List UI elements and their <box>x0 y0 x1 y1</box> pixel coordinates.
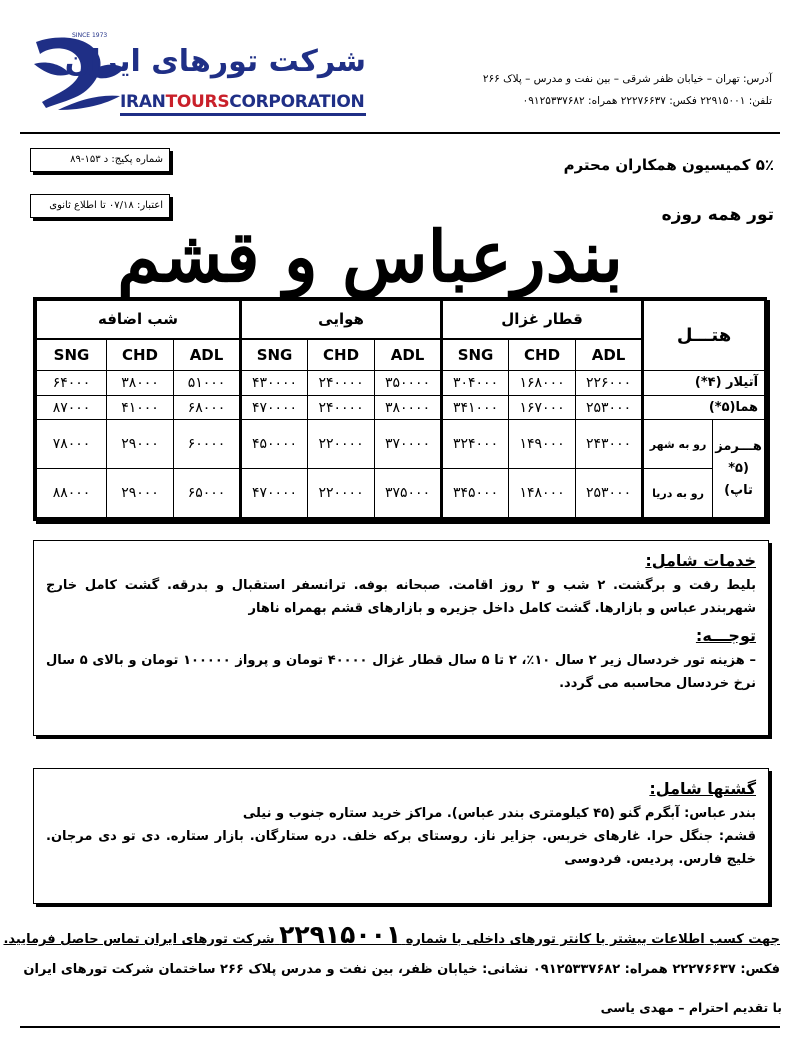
sub-header-adl: ADL <box>576 339 643 371</box>
price-cell: ۴۷۰۰۰۰ <box>241 395 308 420</box>
price-cell: ۴۱۰۰۰ <box>107 395 174 420</box>
price-cell: ۸۷۰۰۰ <box>37 395 107 420</box>
price-table <box>33 297 767 521</box>
group-header-train: قطار غزال <box>442 301 643 339</box>
sub-header-adl: ADL <box>174 339 241 371</box>
tour-subtitle: تور همه روزه <box>661 205 774 225</box>
services-text: بلیط رفت و برگشت. ۲ شب و ۳ روز اقامت. صبحانه بوفه. ترانسفر استقبال و بدرقه. گشت کامل خارج شهربندر عباس و بازارها. گشت کامل داخل جزیره و بازارهای قشم بهمراه ناهار <box>46 578 756 616</box>
price-cell: ۲۹۰۰۰ <box>107 469 174 518</box>
price-cell: ۳۸۰۰۰ <box>107 371 174 396</box>
hotel-header: هتـــل <box>643 301 765 371</box>
contact-post-text: شرکت تورهای ایران تماس حاصل فرمایید. <box>3 932 275 947</box>
price-cell: ۶۰۰۰۰ <box>174 420 241 469</box>
price-cell: ۳۷۵۰۰۰ <box>375 469 442 518</box>
sub-header-sng: SNG <box>442 339 509 371</box>
price-cell: ۲۴۳۰۰۰ <box>576 420 643 469</box>
sub-header-chd: CHD <box>107 339 174 371</box>
price-cell: ۲۲۰۰۰۰ <box>308 420 375 469</box>
package-code-box: شماره پکیج: د ۱۵۳-۸۹ <box>30 148 170 172</box>
contact-number: ۲۲۹۱۵۰۰۱ <box>279 920 402 949</box>
price-cell: ۳۷۰۰۰۰ <box>375 420 442 469</box>
contact-info <box>412 68 772 112</box>
address-text: آدرس: تهران – خیابان ظفر شرقی – بین نفت و مدرس – پلاک ۲۶۶ <box>482 73 772 85</box>
letterhead <box>20 22 780 122</box>
price-cell: ۶۵۰۰۰ <box>174 469 241 518</box>
price-cell: ۲۲۰۰۰۰ <box>308 469 375 518</box>
price-cell: ۲۴۰۰۰۰ <box>308 371 375 396</box>
price-cell: ۴۳۰۰۰۰ <box>241 371 308 396</box>
table-row <box>37 371 765 396</box>
tour-title: بندرعباس و قشم <box>117 215 623 298</box>
price-cell: ۱۴۸۰۰۰ <box>509 469 576 518</box>
price-cell: ۶۴۰۰۰ <box>37 371 107 396</box>
price-cell: ۱۶۷۰۰۰ <box>509 395 576 420</box>
price-cell: ۲۵۳۰۰۰ <box>576 395 643 420</box>
price-cell: ۵۱۰۰۰ <box>174 371 241 396</box>
since-label: SINCE 1973 <box>72 32 108 39</box>
tours-box <box>33 768 769 904</box>
services-box <box>33 540 769 736</box>
group-header-air: هوایی <box>241 301 442 339</box>
room-type: رو به شهر <box>643 420 713 469</box>
table-row <box>37 420 765 469</box>
price-cell: ۳۴۱۰۰۰ <box>442 395 509 420</box>
price-cell: ۳۰۴۰۰۰ <box>442 371 509 396</box>
group-header-extra-night: شب اضافه <box>37 301 241 339</box>
hotel-name: هما(۵*) <box>643 395 765 420</box>
price-cell: ۲۲۶۰۰۰ <box>576 371 643 396</box>
price-cell: ۴۷۰۰۰۰ <box>241 469 308 518</box>
signoff-text: با تقدیم احترام – مهدی یاسی <box>600 1000 782 1015</box>
price-cell: ۴۵۰۰۰۰ <box>241 420 308 469</box>
note-text: – هزینه تور خردسال زیر ۲ سال ۱۰٪، ۲ تا ۵ سال قطار غزال ۴۰۰۰۰ تومان و پرواز ۱۰۰۰۰۰ تومان و بالای ۵ سال نرخ خردسال محاسبه می گردد. <box>46 653 757 691</box>
sub-header-adl: ADL <box>375 339 442 371</box>
price-cell: ۲۴۰۰۰۰ <box>308 395 375 420</box>
table-row <box>37 395 765 420</box>
price-cell: ۱۴۹۰۰۰ <box>509 420 576 469</box>
sub-header-sng: SNG <box>241 339 308 371</box>
note-heading: توجـــه: <box>695 626 756 645</box>
price-cell: ۳۵۰۰۰۰ <box>375 371 442 396</box>
tours-heading: گشتها شامل: <box>649 779 756 798</box>
sub-header-chd: CHD <box>308 339 375 371</box>
price-cell: ۲۹۰۰۰ <box>107 420 174 469</box>
phones-text: تلفن: ۲۲۹۱۵۰۰۱ فکس: ۲۲۲۷۶۶۳۷ همراه: ۰۹۱۲۵۳۳۷۶۸۲ <box>522 95 772 107</box>
price-cell: ۳۲۴۰۰۰ <box>442 420 509 469</box>
logo-underline <box>120 113 366 116</box>
footer-divider <box>20 1026 780 1028</box>
hotel-name: هـــرمز (۵* تاپ) <box>713 420 765 518</box>
services-heading: خدمات شامل: <box>645 551 756 570</box>
commission-text: ۵٪ کمیسیون همکاران محترم <box>563 156 774 174</box>
sub-header-chd: CHD <box>509 339 576 371</box>
price-cell: ۱۶۸۰۰۰ <box>509 371 576 396</box>
price-cell: ۶۸۰۰۰ <box>174 395 241 420</box>
contact-details: فکس: ۲۲۲۷۶۶۳۷ همراه: ۰۹۱۲۵۳۳۷۶۸۲ نشانی: خیابان ظفر، بین نفت و مدرس پلاک ۲۶۶ ساختمان شرکت تورهای ایران <box>23 962 780 977</box>
room-type: رو به دریا <box>643 469 713 518</box>
hotel-name: آتیلار (۴*) <box>643 371 765 396</box>
company-name-en: IRANTOURSCORPORATION <box>120 92 365 112</box>
validity-box: اعتبار: ۰۷/۱۸ تا اطلاع ثانوی <box>30 194 170 218</box>
price-cell: ۷۸۰۰۰ <box>37 420 107 469</box>
price-cell: ۳۸۰۰۰۰ <box>375 395 442 420</box>
contact-call-to-action <box>3 920 780 949</box>
company-logo <box>28 34 368 114</box>
tours-line-bandar-abbas: بندر عباس: آبگرم گنو (۴۵ کیلومتری بندر عباس). مراکز خرید ستاره جنوب و نیلی <box>242 806 756 821</box>
contact-pre-text: جهت کسب اطلاعات بیشتر با کانتر تورهای داخلی با شماره <box>405 932 780 947</box>
company-name-fa: شرکت تورهای ایران <box>64 44 366 79</box>
table-row <box>37 469 765 518</box>
price-cell: ۲۵۳۰۰۰ <box>576 469 643 518</box>
header-divider <box>20 132 780 134</box>
tours-line-qeshm: قشم: جنگل حرا. غارهای خربس. جزایر ناز. روستای برکه خلف. دره ستارگان. بازار ستاره. دی تو دی مرجان. خلیج فارس. پردیس. فردوسی <box>46 829 756 867</box>
price-cell: ۸۸۰۰۰ <box>37 469 107 518</box>
price-cell: ۳۴۵۰۰۰ <box>442 469 509 518</box>
sub-header-sng: SNG <box>37 339 107 371</box>
